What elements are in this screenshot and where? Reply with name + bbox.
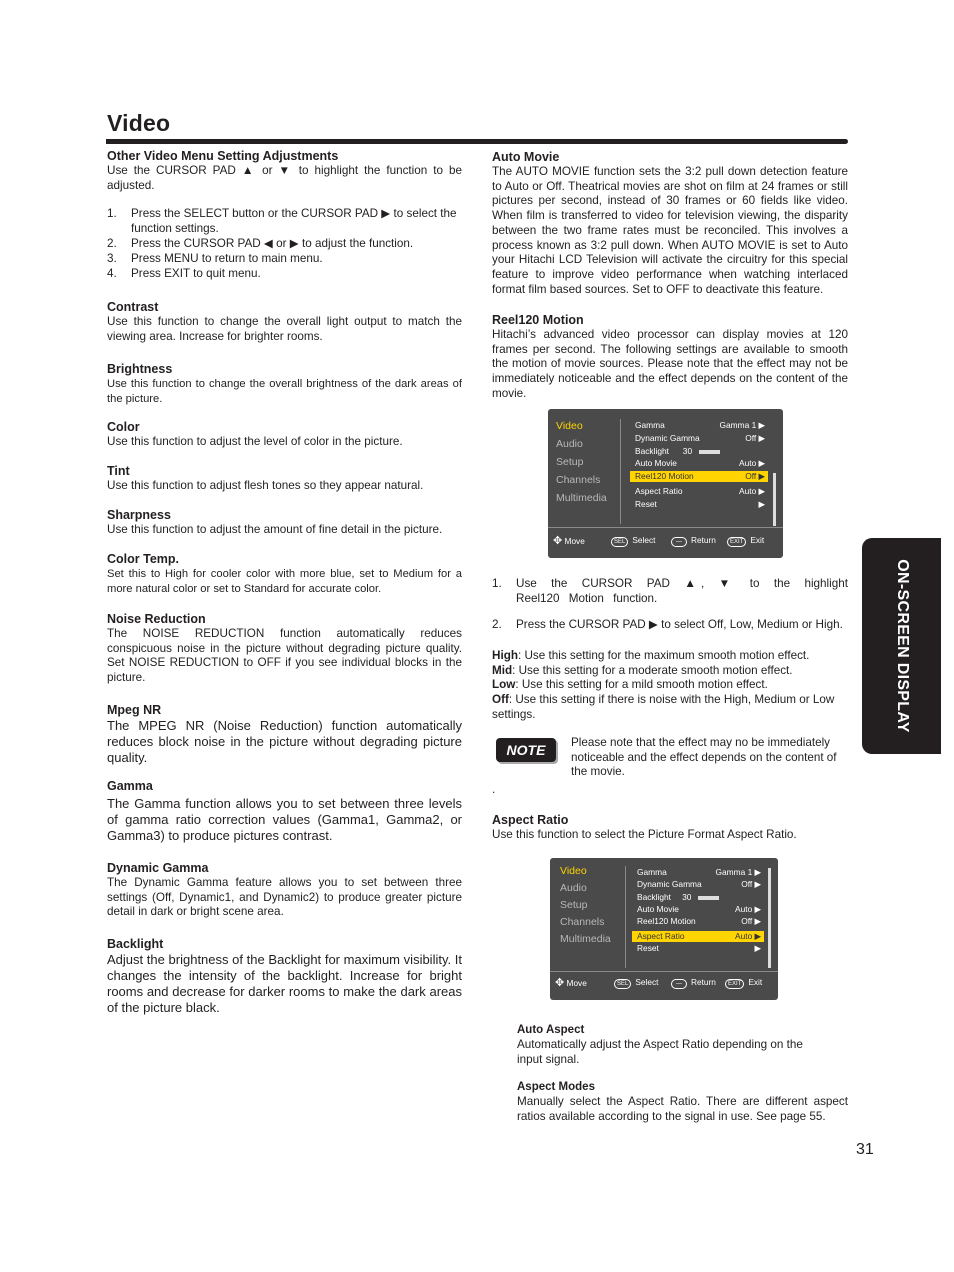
section-reel120-steps [492,577,848,633]
sel-key-icon: SEL [611,537,628,547]
osd-category-video: Video [556,420,583,432]
osd-item-label: Backlight [637,891,671,902]
text-auto-aspect: Automatically adjust the Aspect Ratio depending on the input signal. [517,1038,803,1066]
osd-item-label: Reel120 Motion [635,471,694,482]
heading-contrast: Contrast [107,300,159,314]
section-noise-reduction [107,612,462,686]
text-dynamic-gamma: The Dynamic Gamma feature allows you to set between three settings (Off, Dynamic1, and Dynamic2) to produce greater picture detail in dark or bright scene area. [107,876,462,919]
text-brightness: Use this function to change the overall brightness of the dark areas of the picture. [107,378,462,405]
osd-item-label: Dynamic Gamma [635,432,700,443]
text-sharpness: Use this function to adjust the amount of fine detail in the picture. [107,523,443,536]
osd-footer [548,527,783,528]
section-dynamic-gamma [107,861,462,920]
osd-item-label: Reset [635,498,657,509]
osd-scrollbar [773,473,776,526]
heading-color-temp: Color Temp. [107,552,179,566]
osd-item-value: Auto ▶ [739,458,765,469]
osd-category-multimedia: Multimedia [556,492,607,504]
osd-menu-reel120 [548,409,783,558]
osd-item-label: Aspect Ratio [635,486,683,496]
osd-item-backlight [630,446,768,457]
heading-color: Color [107,420,140,434]
list-item: 2. Press the CURSOR PAD ◀ or ▶ to adjust the function. [107,236,414,250]
osd-item-value: Off ▶ [745,471,765,482]
osd-item-label: Auto Movie [635,458,677,469]
osd-category-audio: Audio [556,438,583,450]
osd-item-aspect-ratio [632,931,764,942]
section-aspect-ratio [492,813,848,843]
text-color-temp: Set this to High for cooler color with more blue, set to Medium for a more natural color or set to Standard for accurate color. [107,568,462,595]
osd-item-value: Auto ▶ [735,903,761,914]
heading-aspect-modes: Aspect Modes [517,1081,595,1093]
page-number: 31 [856,1141,874,1158]
note-text: Please note that the effect may no be immediately noticeable and the effect depends on the content of the movie. [571,736,837,779]
osd-item-label: Reset [637,942,659,953]
osd-item-gamma [630,420,768,431]
note-badge: NOTE [496,738,556,762]
osd-item-reel120-motion [632,916,764,927]
osd-item-value: ▶ [758,498,765,509]
osd-item-reset [632,943,764,954]
exit-key-icon: EXIT [727,537,746,547]
side-tab-label: ON-SCREEN DISPLAY [893,559,911,733]
option-high: High: Use this setting for the maximum smooth motion effect. [492,649,810,662]
osd-footer-return: — Return [671,977,716,989]
heading-auto-aspect: Auto Aspect [517,1024,585,1036]
list-item: 1. Press the SELECT button or the CURSOR PAD ▶ to select the function settings. [107,207,457,236]
text-reel120: Hitachi’s advanced video processor can display movies at 120 frames per second. The following settings are available to smooth the motion of movie sources. Please note that the effect may not be immediately noticeable and the effect depends on the content of the movie. [492,328,848,400]
osd-item-dynamic-gamma [630,433,768,444]
text-gamma: The Gamma function allows you to set between three levels of gamma ratio correction values (Gamma1, Gamma2, or Gamma3) to produce pictures contrast. [107,796,462,843]
backlight-level-bar [698,896,719,900]
note-dot: . [492,783,496,796]
section-auto-movie [492,150,848,297]
backlight-level-bar [699,450,720,454]
section-aspect-modes [517,1080,848,1124]
option-low: Low: Use this setting for a mild smooth motion effect. [492,678,768,692]
osd-item-label: Auto Movie [637,903,679,914]
return-key-icon: — [671,979,687,989]
heading-other: Other Video Menu Setting Adjustments [107,149,339,163]
osd-item-label: Aspect Ratio [637,930,685,941]
text-contrast: Use this function to change the overall light output to match the viewing area. Increase for brighter rooms. [107,315,462,343]
heading-brightness: Brightness [107,362,173,376]
osd-divider [625,866,626,968]
osd-item-label: Dynamic Gamma [637,879,702,890]
osd-category-channels: Channels [556,474,601,486]
osd-categories [560,863,611,948]
page-title: Video [107,110,171,136]
osd-divider [620,419,621,524]
osd-item-value: Off ▶ [741,916,761,927]
osd-item-value: Auto ▶ [739,486,765,496]
heading-gamma: Gamma [107,779,153,793]
exit-key-icon: EXIT [725,979,744,989]
heading-reel120: Reel120 Motion [492,313,584,327]
list-other-steps [107,207,462,282]
osd-categories [556,417,607,507]
text-auto-movie: The AUTO MOVIE function sets the 3:2 pull down detection feature to Auto or Off. Theatrical movies are shot on film at 24 frames or still pictures per second, instead of 30 frames or 60 fields like video. When film is transferred to video for television viewing, the disparity between the two frame rates must be reconciled. This involves a process known as 3:2 pull down. When AUTO MOVIE is set to Auto your Hitachi LCD Television will activate the circuitry for this special feature to improve video performance when watching interlaced format film based sources. Set to OFF to deactivate this feature. [492,165,848,296]
section-reel120 [492,313,848,402]
osd-item-value: Auto ▶ [735,930,761,941]
heading-noise-reduction: Noise Reduction [107,612,206,626]
option-off: Off: Use this setting if there is noise with the High, Medium or Low settings. [492,693,835,721]
osd-footer-move: ✥ Move [553,535,585,547]
section-mpeg-nr [107,703,462,766]
osd-footer-return: — Return [671,535,716,547]
list-item: 4. Press EXIT to quit menu. [107,267,261,281]
osd-item-label: Gamma [637,867,667,877]
heading-auto-movie: Auto Movie [492,150,560,164]
list-item: 1. Use the CURSOR PAD ▲, ▼ to the highlight Reel120 Motion function. [492,577,848,605]
heading-aspect-ratio: Aspect Ratio [492,813,569,827]
section-reel120-options [492,649,848,723]
osd-item-value: Off ▶ [745,432,765,443]
osd-category-channels: Channels [560,916,605,928]
osd-item-value: Off ▶ [741,879,761,890]
section-backlight [107,937,462,1016]
move-arrows-icon: ✥ [555,977,565,989]
osd-item-label: Reel120 Motion [637,916,696,927]
osd-item-gamma [632,867,764,878]
section-auto-aspect [517,1023,848,1067]
osd-footer-exit: EXIT Exit [727,535,764,547]
osd-item-dynamic-gamma [632,879,764,890]
heading-backlight: Backlight [107,937,164,951]
osd-category-setup: Setup [560,899,588,911]
text-mpeg-nr: The MPEG NR (Noise Reduction) function automatically reduces block noise in the picture without degrading picture quality. [107,718,462,765]
osd-footer-select: SEL Select [611,535,655,547]
list-reel120-steps [492,577,848,633]
text-other-intro: Use the CURSOR PAD ▲ or ▼ to highlight the function to be adjusted. [107,164,462,192]
option-mid: Mid: Use this setting for a moderate smooth motion effect. [492,663,793,677]
osd-item-value: Gamma 1 ▶ [719,420,765,430]
osd-footer-move: ✥ Move [555,977,587,989]
osd-item-reset [630,499,768,510]
osd-item-aspect-ratio [630,486,768,497]
list-item: 2. Press the CURSOR PAD ▶ to select Off, Low, Medium or High. [492,618,843,632]
section-gamma [107,779,462,844]
heading-sharpness: Sharpness [107,508,171,522]
section-tint [107,464,462,494]
section-contrast [107,300,462,344]
sel-key-icon: SEL [614,979,631,989]
osd-item-reel120-motion [630,471,768,482]
osd-category-setup: Setup [556,456,584,468]
osd-footer [550,971,778,972]
return-key-icon: — [671,537,687,547]
text-noise-reduction: The NOISE REDUCTION function automatically reduces conspicuous noise in the picture without degrading picture quality. Set NOISE REDUCTION to OFF if you see individual blocks in the picture. [107,627,462,685]
osd-category-multimedia: Multimedia [560,933,611,945]
heading-mpeg-nr: Mpeg NR [107,703,162,717]
list-item: 3. Press MENU to return to main menu. [107,251,323,265]
osd-item-value: 30 [682,445,693,456]
heading-dynamic-gamma: Dynamic Gamma [107,861,209,875]
heading-tint: Tint [107,464,130,478]
text-aspect-modes: Manually select the Aspect Ratio. There are different aspect ratios available according to the signal in use. See page 55. [517,1095,848,1123]
osd-item-value: ▶ [754,942,761,953]
osd-menu-aspect [550,858,778,1000]
section-other-adjustments [107,149,462,282]
osd-footer-select: SEL Select [614,977,658,989]
osd-scrollbar [768,868,771,968]
title-rule [106,139,848,144]
text-color: Use this function to adjust the level of color in the picture. [107,435,403,448]
osd-category-video: Video [560,865,587,877]
side-tab [862,538,941,754]
osd-item-auto-movie [632,904,764,915]
osd-item-backlight [632,892,764,903]
osd-item-value: Gamma 1 ▶ [715,867,761,877]
osd-item-label: Gamma [635,420,665,430]
text-backlight: Adjust the brightness of the Backlight for maximum visibility. It changes the intensity of the backlight. Increase for bright rooms and decrease for darker rooms to make the dark areas of the picture black. [107,952,462,1015]
section-color [107,420,462,450]
text-aspect-ratio: Use this function to select the Picture Format Aspect Ratio. [492,828,797,841]
osd-item-label: Backlight [635,445,669,456]
osd-item-auto-movie [630,458,768,469]
move-arrows-icon: ✥ [553,535,563,547]
section-color-temp [107,552,462,596]
text-tint: Use this function to adjust flesh tones so they appear natural. [107,479,424,492]
section-brightness [107,362,462,406]
osd-item-value: 30 [682,891,692,902]
osd-category-audio: Audio [560,882,587,894]
osd-footer-exit: EXIT Exit [725,977,762,989]
section-sharpness [107,508,462,538]
